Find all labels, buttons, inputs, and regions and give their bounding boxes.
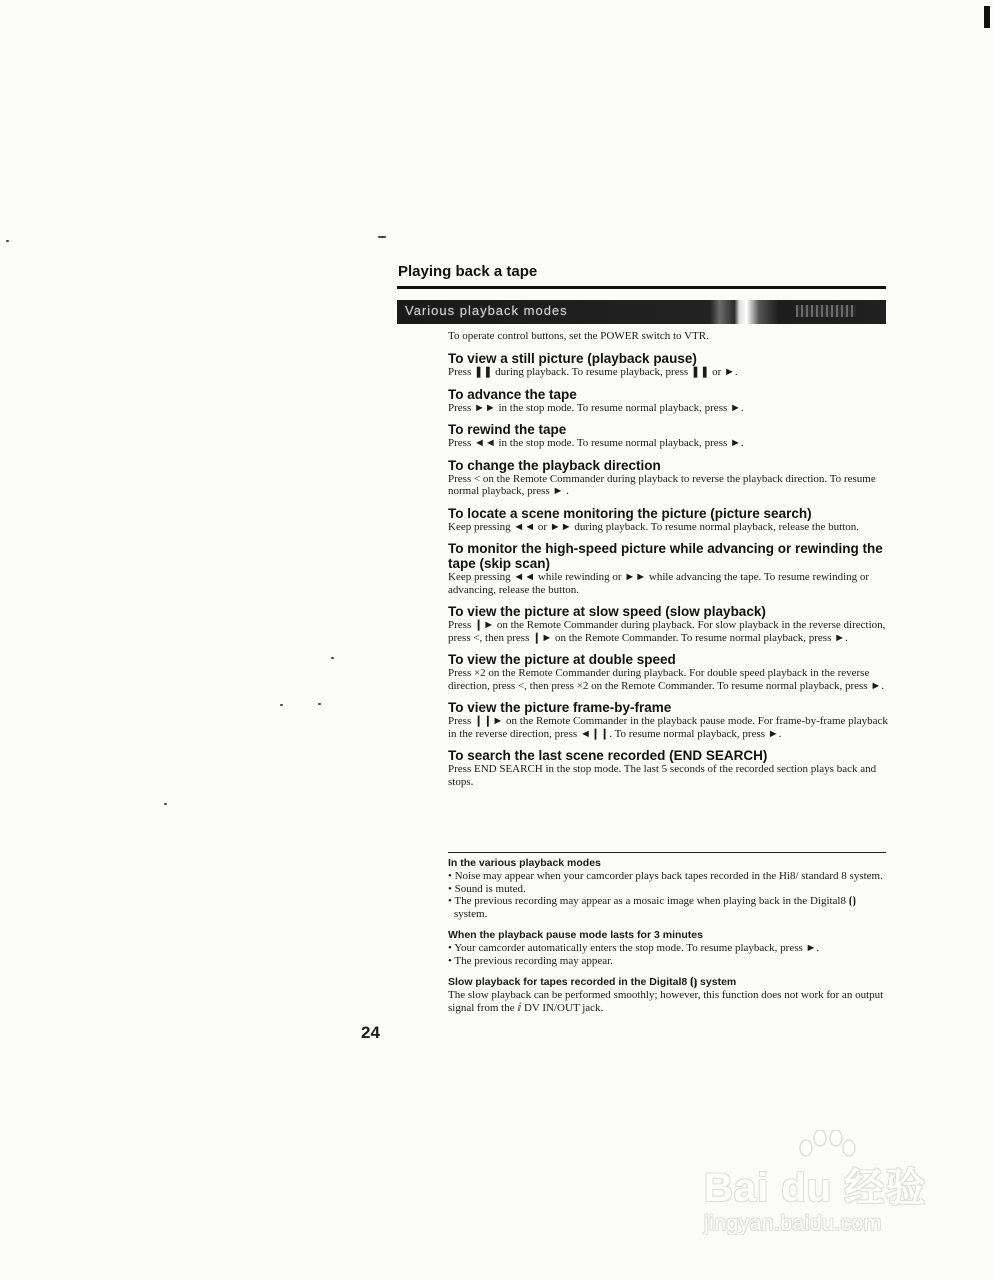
mode-heading: To monitor the high-speed picture while advancing or rewinding the tape (skip scan)	[448, 541, 883, 571]
mode-body: Press ×2 on the Remote Commander during playback. For double speed playback in the reverse direction, press <, then press ×2 on the Remote Commander. To resume normal playback, press ►.	[448, 667, 884, 692]
mode-item	[448, 700, 888, 740]
mode-body: Press ►► in the stop mode. To resume normal playback, press ►.	[448, 401, 744, 414]
mode-body: Press ❙► on the Remote Commander during playback. For slow playback in the reverse direction, press <, then press ❙► on the Remote Commander. To resume normal playback, press ►.	[448, 619, 886, 644]
note-bullet: • Sound is muted.	[448, 882, 526, 895]
mode-item	[448, 541, 888, 596]
mode-body: Keep pressing ◄◄ while rewinding or ►► while advancing the tape. To resume rewinding or advancing, release the button.	[448, 571, 870, 596]
mode-item	[448, 351, 888, 379]
mode-body: Press ❚❚ during playback. To resume playback, press ❚❚ or ►.	[448, 366, 738, 378]
mode-item	[448, 652, 888, 692]
watermark-url: jingyan.baidu.com	[704, 1212, 882, 1235]
scan-speck	[331, 657, 334, 659]
page-number: 24	[361, 1023, 380, 1042]
scan-speck	[164, 803, 167, 805]
mode-heading: To rewind the tape	[448, 422, 567, 437]
note-bullet: • Your camcorder automatically enters the stop mode. To resume playback, press ►.	[448, 942, 820, 954]
mode-item	[448, 458, 888, 498]
scan-speck	[378, 236, 386, 238]
edge-mark	[984, 6, 990, 28]
mode-body: Press < on the Remote Commander during playback to reverse the playback direction. To resume normal playback, press ► .	[448, 472, 876, 497]
playback-modes-list	[448, 351, 888, 796]
banner-texture	[796, 305, 856, 317]
note-body: The slow playback can be performed smoothly; however, this function does not work for an output signal from the ⅈ DV IN/OUT jack.	[448, 989, 884, 1014]
mode-body: Press END SEARCH in the stop mode. The last 5 seconds of the recorded section plays back and stops.	[448, 763, 877, 788]
notes-section	[448, 857, 888, 1023]
scan-speck	[280, 704, 283, 706]
note-bullet: • Noise may appear when your camcorder plays back tapes recorded in the Hi8/ standard 8 system.	[448, 870, 883, 882]
mode-item	[448, 604, 888, 644]
note-title: Slow playback for tapes recorded in the Digital8 ⦗⦘ system	[448, 976, 737, 988]
mode-body: Keep pressing ◄◄ or ►► during playback. To resume normal playback, release the button.	[448, 520, 859, 533]
mode-heading: To view the picture at double speed	[448, 652, 676, 667]
mode-body: Press ◄◄ in the stop mode. To resume normal playback, press ►.	[448, 437, 744, 449]
note-bullets	[448, 942, 888, 967]
intro-text: To operate control buttons, set the POWER switch to VTR.	[448, 330, 709, 342]
banner-label: Various playback modes	[405, 303, 568, 318]
note-bullets	[448, 870, 888, 920]
section-title: Playing back a tape	[398, 263, 538, 280]
mode-heading: To locate a scene monitoring the picture (picture search)	[448, 505, 812, 521]
baidu-watermark	[700, 1130, 940, 1250]
mode-item	[448, 422, 888, 450]
note-pause-mode	[448, 929, 888, 967]
note-various-modes	[448, 857, 888, 920]
mode-body: Press ❙❙► on the Remote Commander in the playback pause mode. For frame-by-frame playback in the reverse direction, press ◄❙❙. To resume normal playback, press ►.	[448, 715, 888, 740]
mode-heading: To advance the tape	[448, 386, 577, 402]
note-title: In the various playback modes	[448, 857, 601, 869]
scan-speck	[318, 703, 321, 705]
mode-heading: To view the picture at slow speed (slow playback)	[448, 604, 766, 619]
mode-heading: To view a still picture (playback pause)	[448, 351, 697, 366]
note-bullet: • The previous recording may appear as a mosaic image when playing back in the Digital8 ⦗⦘ system.	[448, 895, 857, 920]
scan-speck	[6, 240, 9, 242]
watermark-brand: Bai du 经验	[704, 1166, 927, 1210]
mode-item	[448, 748, 888, 788]
mode-heading: To change the playback direction	[448, 457, 661, 473]
title-rule	[397, 286, 886, 289]
notes-rule	[448, 852, 886, 853]
mode-heading: To view the picture frame-by-frame	[448, 700, 672, 715]
mode-item	[448, 387, 888, 415]
note-slow-playback	[448, 976, 888, 1014]
note-bullet: • The previous recording may appear.	[448, 954, 613, 967]
section-banner	[397, 300, 886, 324]
note-title: When the playback pause mode lasts for 3 minutes	[448, 929, 703, 941]
mode-heading: To search the last scene recorded (END SEARCH)	[448, 748, 768, 763]
mode-item	[448, 506, 888, 534]
